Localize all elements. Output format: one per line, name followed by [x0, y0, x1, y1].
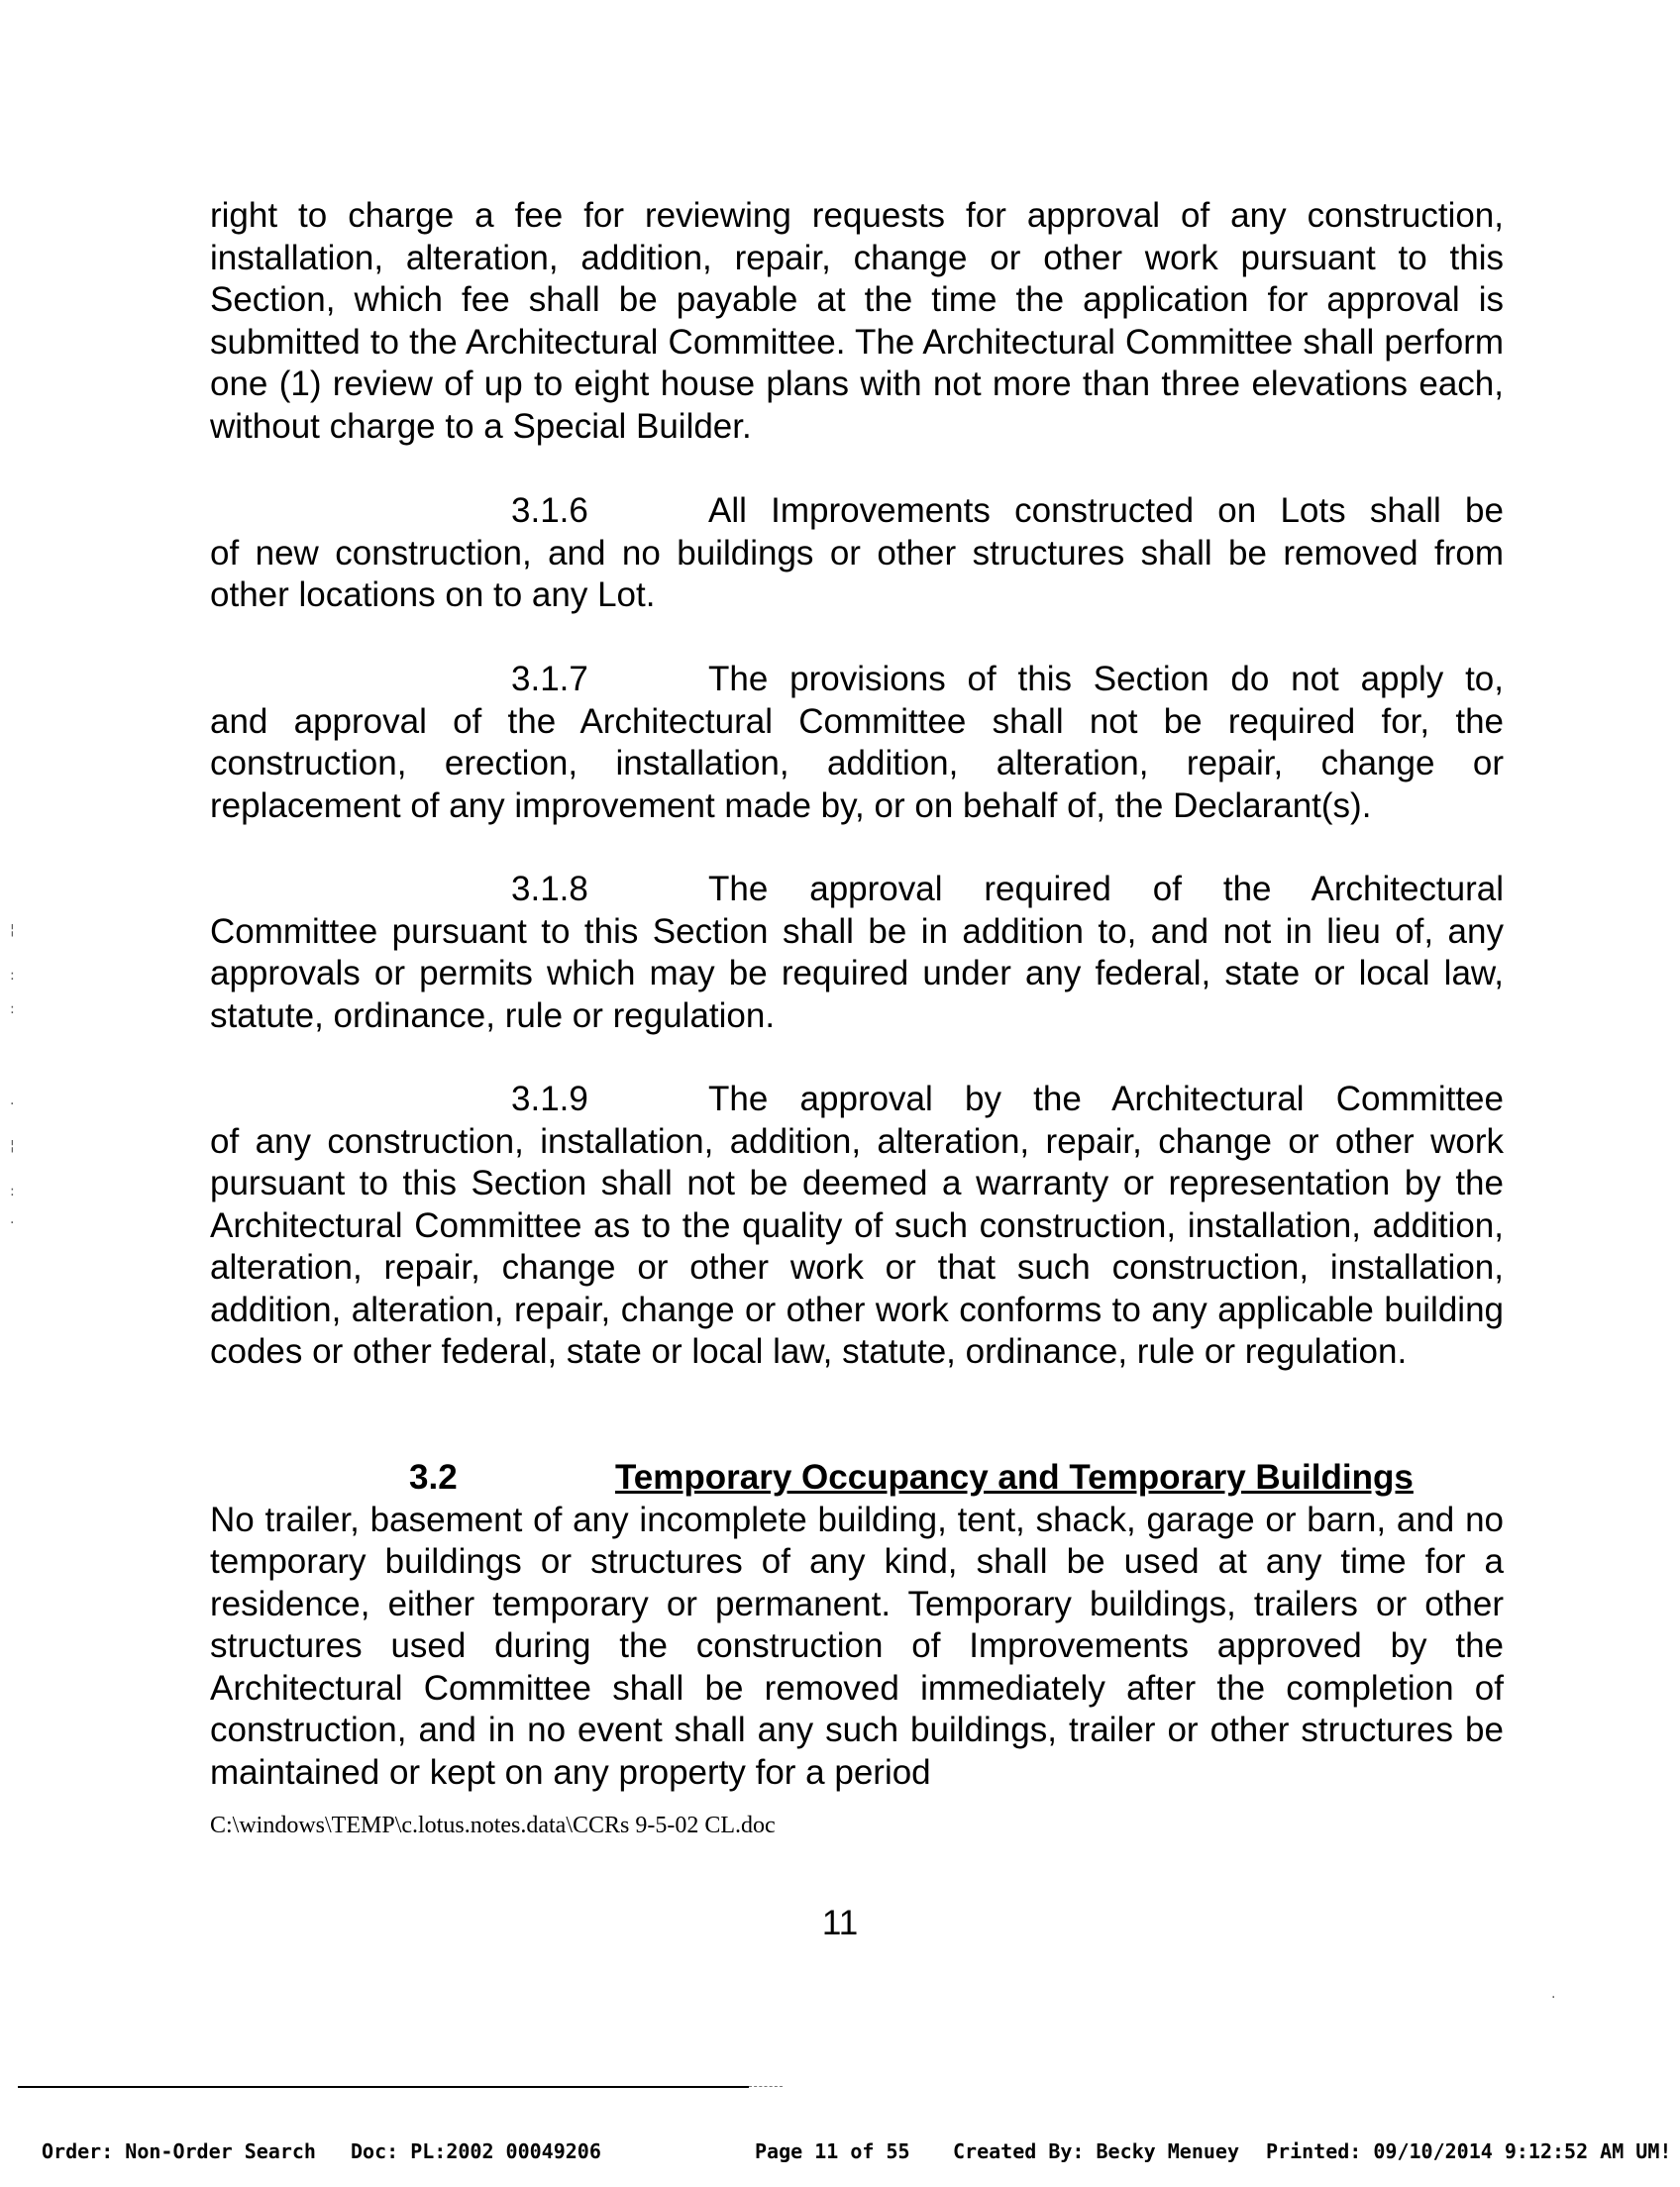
section-first-line-text: All Improvements constructed on Lots shall be [708, 491, 1504, 530]
section-3-1-7-first-line [210, 659, 1504, 701]
section-3-1-9-text: of any construction, installation, addition, alteration, repair, change or other work pursuant to this Section shall not be deemed a warranty or representation by the Architectural Committee as to the quality of such construction, installation, addition, alteration, repair, change or other work or that such construction, installation, addition, alteration, repair, change or other work conforms to any applicable building codes or other federal, state or local law, statute, ordinance, rule or regulation. [210, 1121, 1504, 1371]
section-number: 3.1.8 [511, 870, 588, 908]
margin-mark: ¦ [10, 1138, 15, 1154]
section-3-1-6-text: of new construction, and no buildings or other structures shall be removed from other locations on to any Lot. [210, 533, 1504, 614]
footer-page: Page 11 of 55 [755, 2139, 910, 2163]
print-footer [0, 2139, 1680, 2169]
section-first-line-text: The approval by the Architectural Committee [708, 1080, 1504, 1118]
margin-mark: · [10, 1096, 15, 1112]
section-heading [210, 1457, 1504, 1500]
section-3-2-text: No trailer, basement of any incomplete building, tent, shack, garage or barn, and no temporary buildings or structures of any kind, shall be used at any time for a residence, either temporary or permanent. Temporary buildings, trailers or other structures used during the construction of Improvements approved by the Architectural Committee shall be removed immediately after the completion of construction, and in no event shall any such buildings, trailer or other structures be maintained or kept on any property for a period [210, 1500, 1504, 1792]
file-path: C:\windows\TEMP\c.lotus.notes.data\CCRs 9-5-02 CL.doc [210, 1813, 776, 1838]
footer-order: Order: Non-Order Search [42, 2139, 316, 2163]
section-number: 3.1.7 [511, 660, 588, 698]
margin-mark: : [10, 968, 15, 984]
footer-created-by: Created By: Becky Menuey [953, 2139, 1239, 2163]
margin-mark: : [10, 1184, 15, 1199]
section-first-line-text: The provisions of this Section do not apply to, [708, 660, 1504, 698]
section-3-1-8-first-line [210, 869, 1504, 911]
page-number: 11 [821, 1904, 859, 1942]
footer-printed: Printed: 09/10/2014 9:12:52 AM UM! [1266, 2139, 1672, 2163]
section-3-1-8-text: Committee pursuant to this Section shall be in addition to, and not in lieu of, any approvals or permits which may be required under any federal, state or local law, statute, ordinance, rule or regulation. [210, 911, 1504, 1035]
footer-rule [18, 2086, 749, 2088]
document-body [210, 195, 1504, 448]
section-title: Temporary Occupancy and Temporary Buildings [615, 1458, 1414, 1497]
section-3-1-6 [210, 490, 1504, 617]
section-3-2 [210, 1457, 1504, 1794]
margin-mark: · [10, 1215, 15, 1231]
section-number: 3.2 [409, 1458, 458, 1497]
section-3-1-6-first-line [210, 490, 1504, 533]
section-number: 3.1.9 [511, 1080, 588, 1118]
footer-rule-tail [749, 2086, 783, 2087]
section-number: 3.1.6 [511, 491, 588, 530]
section-first-line-text: The approval required of the Architectural [708, 870, 1504, 908]
margin-mark: : [10, 1001, 15, 1017]
paragraph-continuation: right to charge a fee for reviewing requests for approval of any construction, installation, alteration, addition, repair, change or other work pursuant to this Section, which fee shall be payable at the time the application for approval is submitted to the Architectural Committee. The Architectural Committee shall perform one (1) review of up to eight house plans with not more than three elevations each, without charge to a Special Builder. [210, 196, 1504, 446]
footer-doc: Doc: PL:2002 00049206 [351, 2139, 601, 2163]
margin-mark: ¦ [10, 922, 15, 938]
section-3-1-9 [210, 1079, 1504, 1374]
section-3-1-9-first-line [210, 1079, 1504, 1121]
section-3-1-7 [210, 659, 1504, 827]
section-3-1-7-text: and approval of the Architectural Committee shall not be required for, the construction, erection, installation, addition, alteration, repair, change or replacement of any improvement made by, or on behalf of, the Declarant(s). [210, 701, 1504, 825]
margin-mark: · [1551, 1990, 1556, 2006]
section-3-1-8 [210, 869, 1504, 1037]
